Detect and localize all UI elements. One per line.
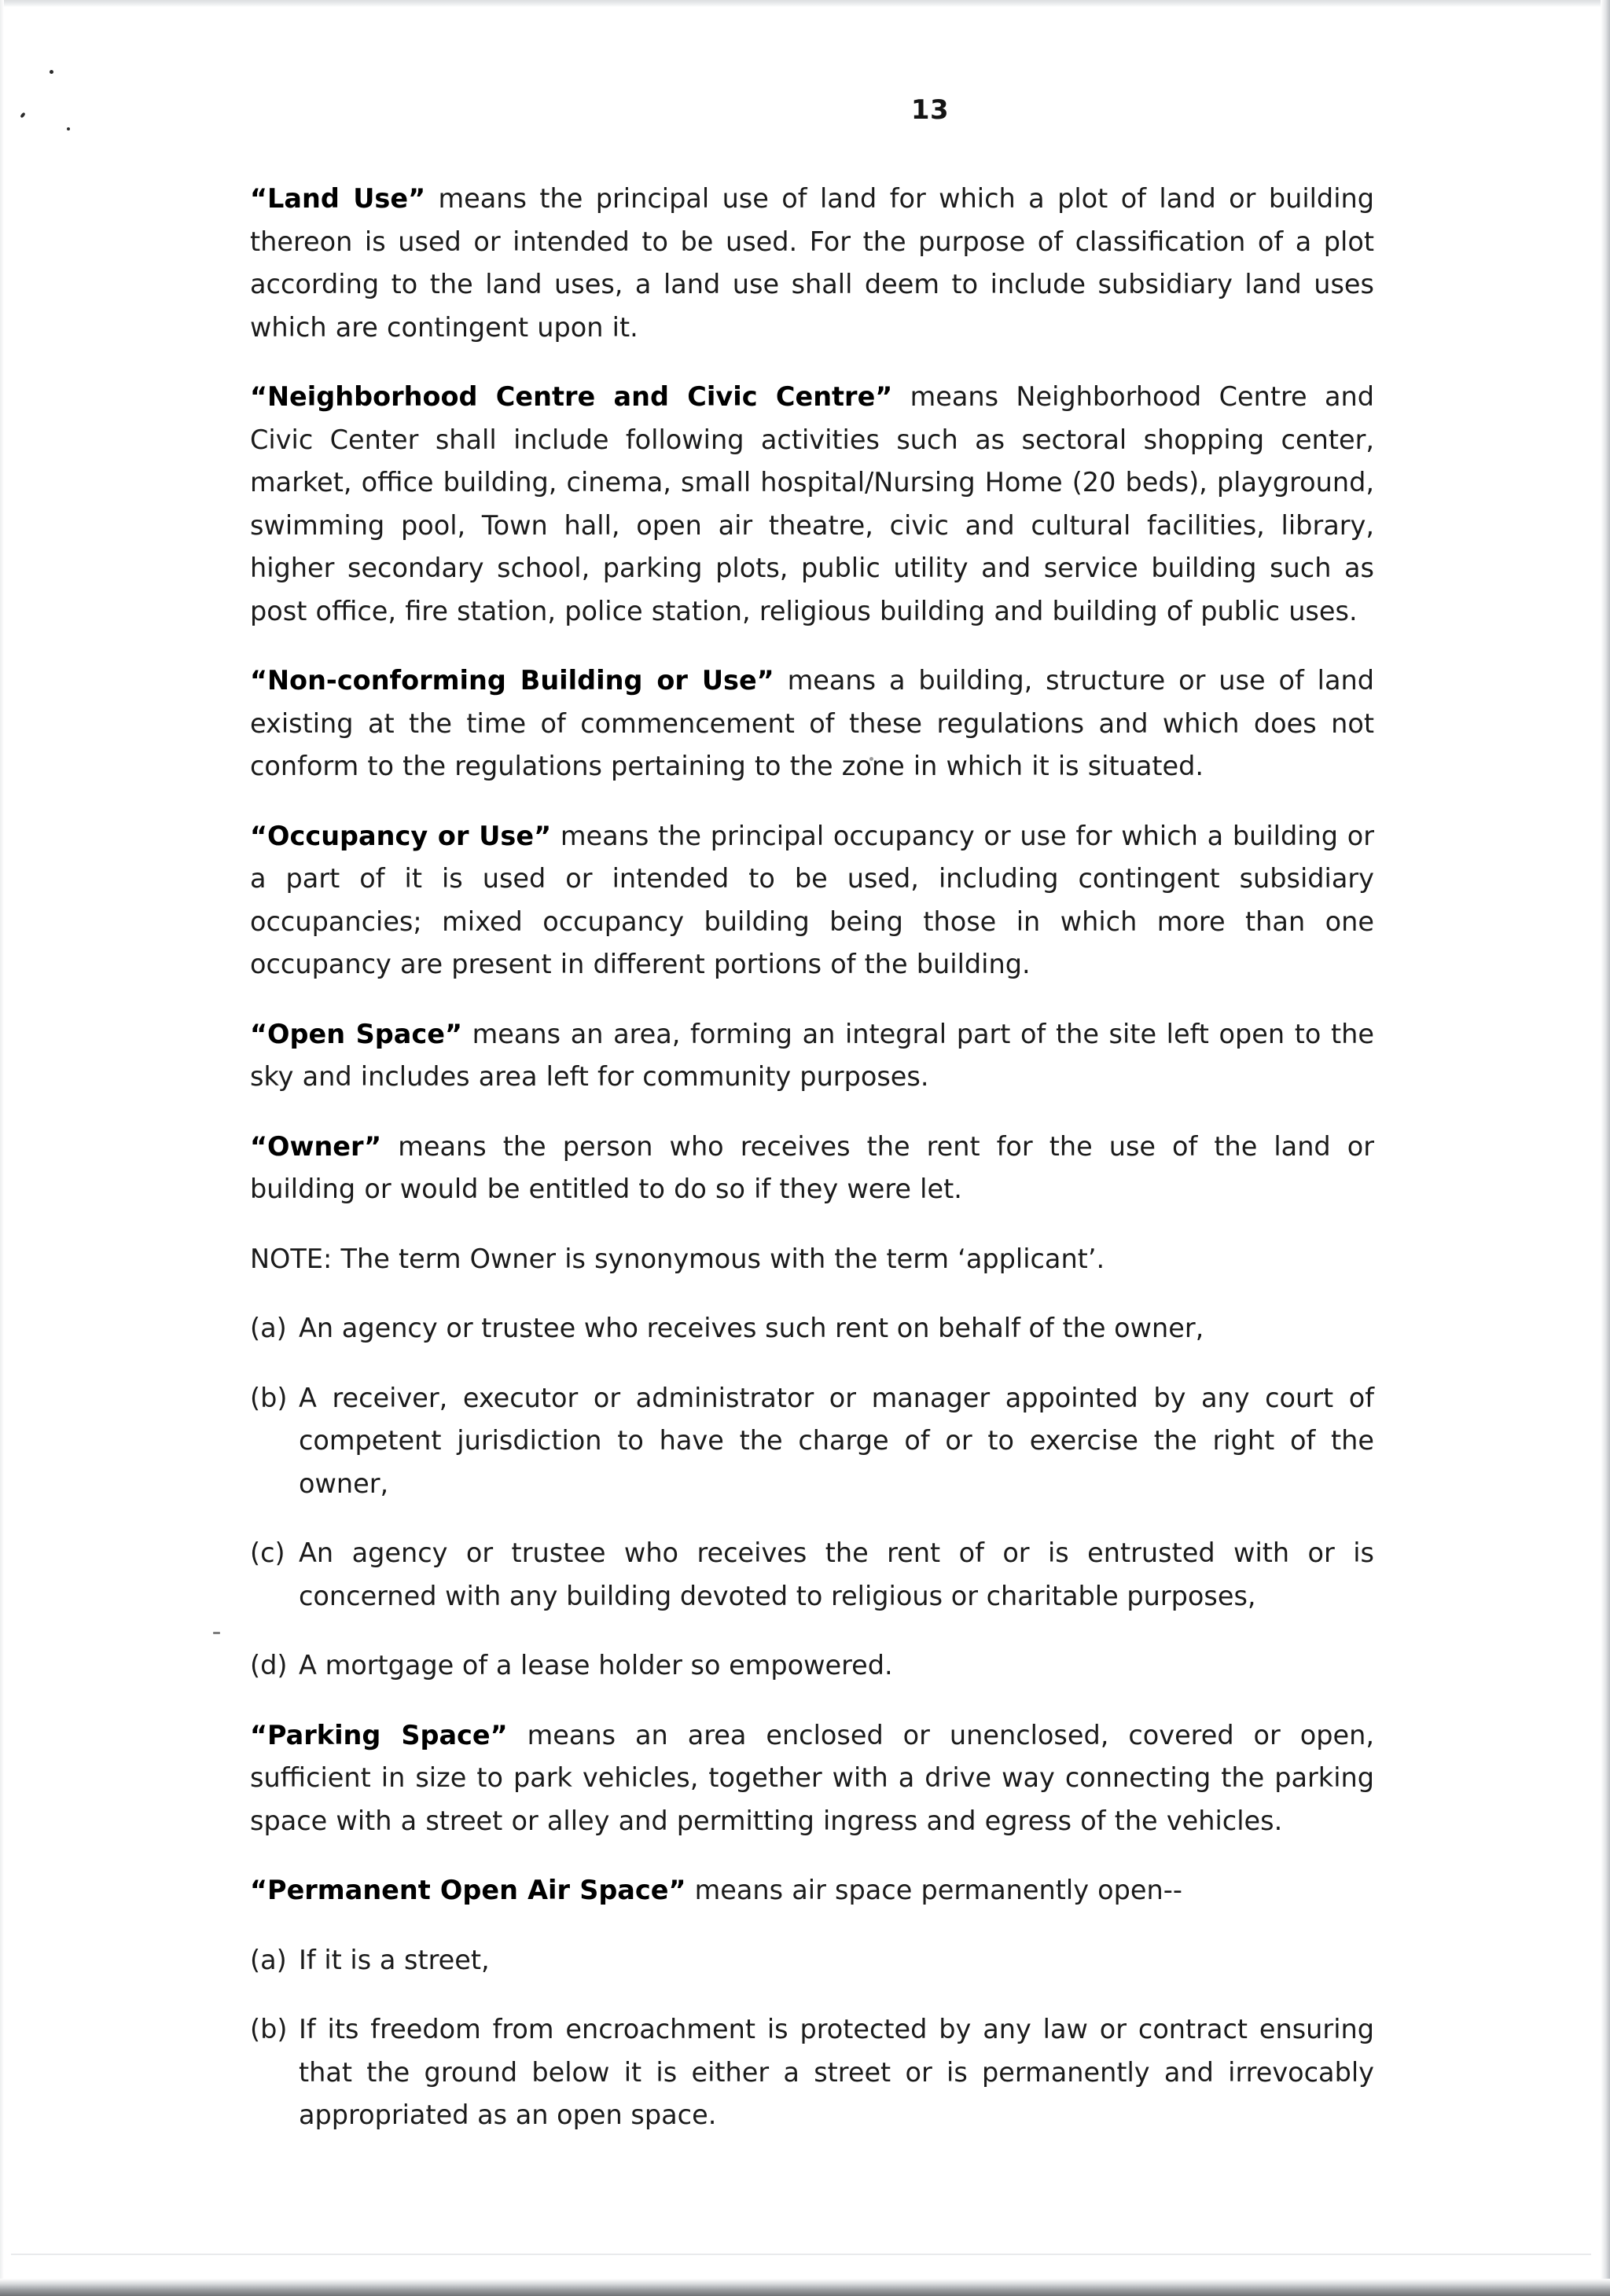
list-item-text: If it is a street, <box>299 1944 490 1975</box>
definition-open-space <box>250 1013 1374 1099</box>
definition-permanent-open-air-space <box>250 1869 1374 1912</box>
list-item <box>250 1939 1374 1982</box>
definition-non-conforming-building <box>250 659 1374 788</box>
scan-speck <box>213 1632 220 1634</box>
definition-term: “Owner” <box>250 1130 382 1162</box>
list-item-label: (d) <box>250 1650 288 1681</box>
page-number: 13 <box>910 94 950 126</box>
scan-hairline-bottom <box>11 2254 1591 2255</box>
definition-text: means an area, forming an integral part of the site left open to the sky and includes area left for community purposes. <box>250 1018 1374 1092</box>
scan-edge-bottom <box>0 2279 1610 2296</box>
list-item-text: An agency or trustee who receives such rent on behalf of the owner, <box>299 1313 1204 1343</box>
definition-land-use <box>250 178 1374 349</box>
definition-term: “Parking Space” <box>250 1719 508 1750</box>
definition-term: “Non-conforming Building or Use” <box>250 665 774 696</box>
definition-text: means a building, structure or use of land existing at the time of commencement of these regulations and which does not conform to the regulations pertaining to the zone in which it is situated. <box>250 665 1374 781</box>
list-item-label: (b) <box>250 1382 288 1413</box>
list-item-label: (c) <box>250 1537 285 1568</box>
definition-term: “Permanent Open Air Space” <box>250 1875 686 1905</box>
definition-text: means the principal use of land for which a plot of land or building thereon is used or intended to be used. For the purpose of classification of a plot according to the land uses, a land use shall deem to include subsidiary land uses which are contingent upon it. <box>250 183 1375 343</box>
list-item-text: If its freedom from encroachment is protected by any law or contract ensuring that the ground below it is either a street or is permanently and irrevocably appropriated as an open space. <box>299 2014 1374 2130</box>
definition-text: means air space permanently open-- <box>686 1875 1182 1905</box>
scan-speck <box>67 127 70 130</box>
definition-text: means the principal occupancy or use for which a building or a part of it is used or intended to be used, including contingent subsidiary occupancies; mixed occupancy building being those in which more than one occupancy are present in different portions of the building. <box>250 820 1375 979</box>
definition-term: “Neighborhood Centre and Civic Centre” <box>250 381 893 412</box>
scan-speck <box>20 112 25 119</box>
list-item <box>250 1377 1374 1506</box>
definition-text: means an area enclosed or unenclosed, covered or open, sufficient in size to park vehicles, together with a drive way connecting the parking space with a street or alley and permitting ingress and egress of the vehicles. <box>250 1719 1374 1836</box>
list-item-label: (a) <box>250 1313 287 1343</box>
definition-term: “Land Use” <box>250 183 426 214</box>
scan-edge-right <box>1601 0 1610 2296</box>
definition-term: “Occupancy or Use” <box>250 820 552 851</box>
list-item <box>250 1644 1374 1688</box>
list-item-label: (b) <box>250 2014 288 2044</box>
list-item-text: An agency or trustee who receives the rent of or is entrusted with or is concerned with any building devoted to religious or charitable purposes, <box>299 1537 1374 1611</box>
scan-speck <box>50 70 53 74</box>
definition-neighborhood-centre <box>250 376 1374 633</box>
definition-parking-space <box>250 1714 1374 1843</box>
list-item <box>250 1307 1374 1350</box>
scan-edge-top <box>0 0 1610 7</box>
definition-text: means Neighborhood Centre and Civic Center shall include following activities such as sectoral shopping center, market, office building, cinema, small hospital/Nursing Home (20 beds), playground, swimming pool, Town hall, open air theatre, civic and cultural facilities, library, higher secondary school, parking plots, public utility and service building such as post office, fire station, police station, religious building and building of public uses. <box>250 381 1374 626</box>
definition-owner <box>250 1126 1374 1211</box>
definition-text: means the person who receives the rent for the use of the land or building or would be entitled to do so if they were let. <box>250 1130 1374 1204</box>
list-item-text: A mortgage of a lease holder so empowered. <box>299 1650 893 1681</box>
definition-occupancy-or-use <box>250 815 1374 986</box>
list-item <box>250 2008 1374 2137</box>
definition-term: “Open Space” <box>250 1018 462 1049</box>
list-item-text: A receiver, executor or administrator or manager appointed by any court of competent jurisdiction to have the charge of or to exercise the right of the owner, <box>299 1382 1374 1499</box>
list-item-label: (a) <box>250 1944 287 1975</box>
page-body <box>250 94 1374 2164</box>
scan-edge-left <box>0 0 4 2296</box>
owner-note: NOTE: The term Owner is synonymous with the term ‘applicant’. <box>250 1243 1105 1274</box>
list-item <box>250 1532 1374 1618</box>
